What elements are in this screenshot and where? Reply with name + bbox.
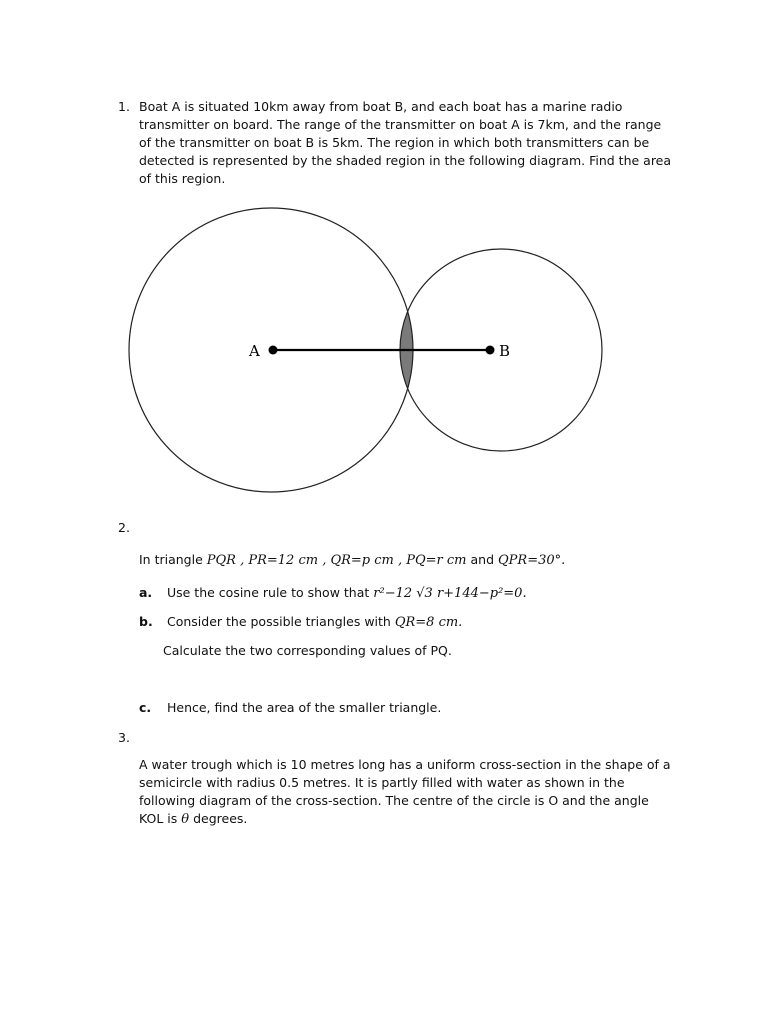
part-b-math: QR=8 cm.: [394, 615, 463, 630]
intro-math: PQR , PR=12 cm , QR=p cm , PQ=r cm: [206, 553, 467, 568]
part-a-math: r²−12 √3 r+144−p²=0.: [373, 586, 527, 601]
question-2c: [139, 699, 441, 717]
part-b-text: Consider the possible triangles with: [166, 614, 391, 629]
question-3-line: following diagram of the cross-section. The centre of the circle is O and the angle: [139, 793, 649, 808]
part-b-label: b.: [139, 614, 153, 629]
question-1-text: [139, 98, 679, 188]
intro-angle-math: QPR=30°.: [498, 553, 566, 568]
question-2a: [139, 584, 527, 603]
label-b: B: [499, 342, 511, 360]
question-1-line: transmitter on board. The range of the transmitter on boat A is 7km, and the range: [139, 117, 662, 132]
label-a: A: [249, 342, 260, 360]
question-1-line: of the transmitter on boat B is 5km. The region in which both transmitters can be: [139, 135, 650, 150]
part-b-text-2: Calculate the two corresponding values of PQ.: [163, 643, 452, 658]
question-3-last-line: [139, 810, 684, 829]
question-2b: [139, 613, 462, 632]
point-b: [486, 346, 495, 355]
part-c-text: Hence, find the area of the smaller triangle.: [166, 700, 442, 715]
question-1-line: Boat A is situated 10km away from boat B, and each boat has a marine radio: [139, 99, 623, 114]
theta-symbol: θ: [181, 812, 190, 827]
question-3-number: 3.: [118, 730, 130, 745]
part-a-label: a.: [139, 585, 153, 600]
two-circles-diagram: [110, 205, 610, 500]
part-a-text: Use the cosine rule to show that: [166, 585, 370, 600]
question-3-line: semicircle with radius 0.5 metres. It is partly filled with water as shown in the: [139, 775, 625, 790]
question-1-line: detected is represented by the shaded region in the following diagram. Find the area: [139, 153, 672, 168]
last-prefix: KOL is: [139, 811, 178, 826]
last-suffix: degrees.: [193, 811, 248, 826]
question-2-number: 2.: [118, 520, 130, 535]
question-1-number: 1.: [118, 99, 130, 114]
question-3-line: A water trough which is 10 metres long has a uniform cross-section in the shape of a: [139, 757, 671, 772]
question-2-intro: [139, 551, 565, 570]
question-3-text: [139, 756, 684, 829]
question-1-line: of this region.: [139, 171, 226, 186]
intro-prefix: In triangle: [139, 552, 203, 567]
part-c-label: c.: [139, 700, 152, 715]
point-a: [269, 346, 278, 355]
intro-and: and: [470, 552, 495, 567]
